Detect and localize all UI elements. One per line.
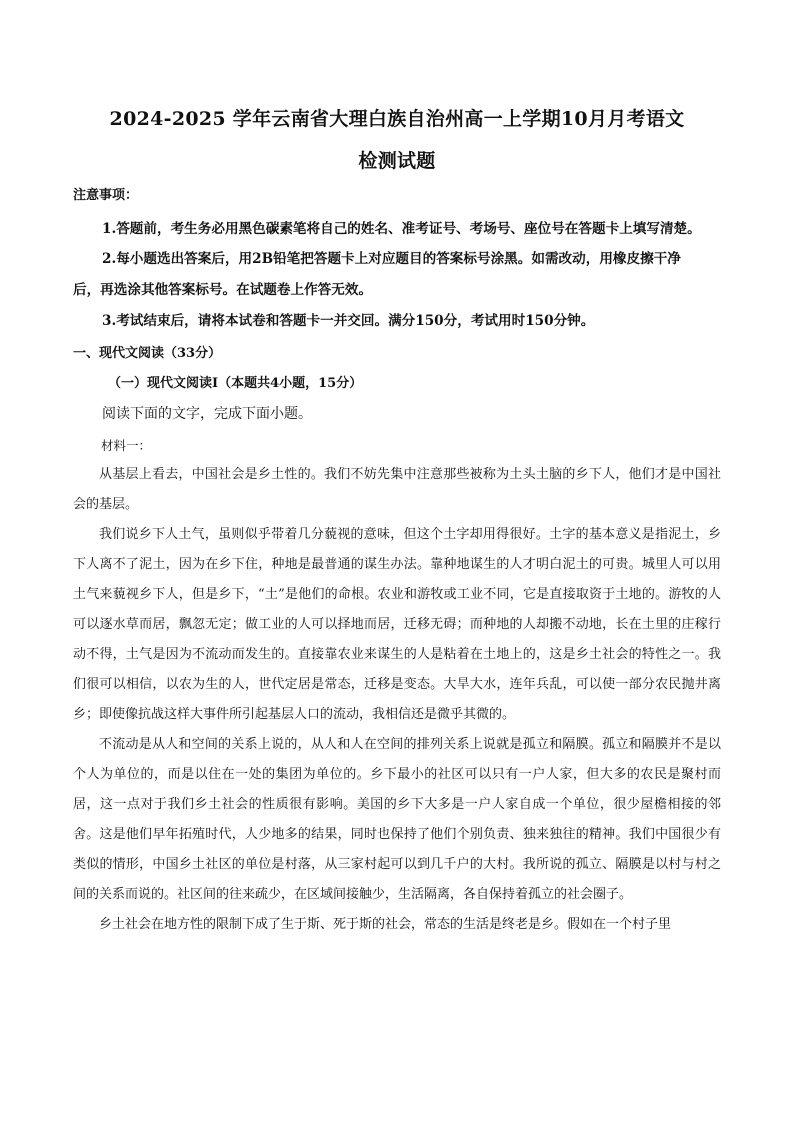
exam-title-line1: 2024-2025 学年云南省大理白族自治州高一上学期10月月考语文 xyxy=(109,108,685,130)
passage-paragraph: 乡土社会在地方性的限制下成了生于斯、死于斯的社会，常态的生活是终老是乡。假如在一个村子里 xyxy=(99,917,672,932)
notice-item-2-line1: 2.每小题选出答案后，用2B铅笔把答题卡上对应题目的答案标号涂黑。如需改动，用橡皮擦干净 xyxy=(102,251,681,267)
material-label: 材料一： xyxy=(101,438,152,453)
reading-passage xyxy=(73,460,721,940)
section-heading: 一、现代文阅读（33分） xyxy=(73,346,222,361)
section-subheading: （一）现代文阅读Ⅰ（本题共4小题，15分） xyxy=(108,376,363,391)
notice-item-3: 3.考试结束后，请将本试卷和答题卡一并交回。满分150分，考试用时150分钟。 xyxy=(102,313,595,329)
passage-paragraph: 我们说乡下人土气，虽则似乎带着几分藐视的意味，但这个土字却用得很好。土字的基本意义是指泥土，乡下人离不了泥土，因为在乡下住，种地是最普通的谋生办法。靠种地谋生的人才明白泥土的可贵。城里人可以用土气来藐视乡下人，但是乡下，“土”是他们的命根。农业和游牧或工业不同，它是直接取资于土地的。游牧的人可以逐水草而居，飘忽无定；做工业的人可以择地而居，迁移无碍；而种地的人却搬不动地，长在土里的庄稼行动不得，土气是因为不流动而发生的。直接靠农业来谋生的人是粘着在土地上的，这是乡土社会的特性之一。我们很可以相信，以农为生的人，世代定居是常态，迁移是变态。大旱大水，连年兵乱，可以使一部分农民抛井离乡；即使像抗战这样大事件所引起基层人口的流动，我相信还是微乎其微的。 xyxy=(73,527,721,722)
exam-title-line2: 检测试题 xyxy=(358,150,436,172)
notice-item-2-line2: 后，再选涂其他答案标号。在试题卷上作答无效。 xyxy=(73,282,373,298)
passage-paragraph: 从基层上看去，中国社会是乡土性的。我们不妨先集中注意那些被称为土头土脑的乡下人，他们才是中国社会的基层。 xyxy=(73,467,721,512)
notice-item-1: 1.答题前，考生务必用黑色碳素笔将自己的姓名、准考证号、考场号、座位号在答题卡上填写清楚。 xyxy=(102,221,701,237)
notice-heading: 注意事项： xyxy=(73,188,139,203)
passage-paragraph: 不流动是从人和空间的关系上说的，从人和人在空间的排列关系上说就是孤立和隔膜。孤立和隔膜并不是以个人为单位的，而是以住在一处的集团为单位的。乡下最小的社区可以只有一户人家，但大多的农民是聚村而居，这一点对于我们乡土社会的性质很有影响。美国的乡下大多是一户人家自成一个单位，很少屋檐相接的邻舍。这是他们早年拓殖时代，人少地多的结果，同时也保持了他们个别负责、独来独往的精神。我们中国很少有类似的情形，中国乡土社区的单位是村落，从三家村起可以到几千户的大村。我所说的孤立、隔膜是以村与村之间的关系而说的。社区间的往来疏少，在区域间接触少，生活隔离，各自保持着孤立的社会圈子。 xyxy=(73,737,721,902)
reading-instruction: 阅读下面的文字，完成下面小题。 xyxy=(102,406,312,422)
